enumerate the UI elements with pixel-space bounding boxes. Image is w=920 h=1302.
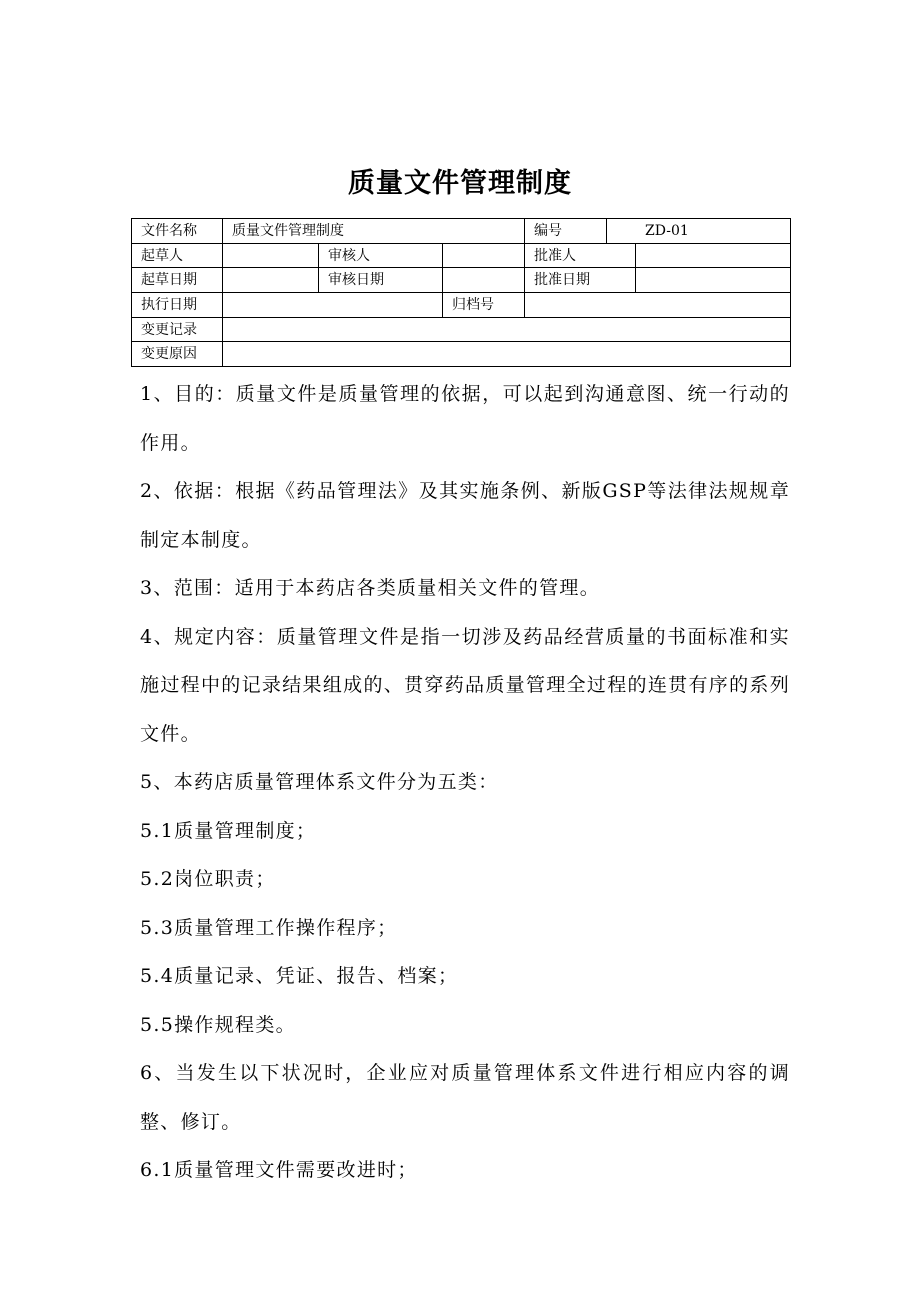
approve-date-value [636, 268, 791, 293]
archive-no-label: 归档号 [443, 293, 525, 318]
reviewer-value [443, 243, 525, 268]
paragraph: 5.1质量管理制度； [140, 819, 317, 842]
paragraph: 6、当发生以下状况时，企业应对质量管理体系文件进行相应内容的调整、修订。 [140, 1062, 790, 1133]
number-label: 编号 [525, 219, 607, 244]
paragraph: 1、目的：质量文件是质量管理的依据，可以起到沟通意图、统一行动的作用。 [140, 383, 790, 454]
paragraph: 4、规定内容：质量管理文件是指一切涉及药品经营质量的书面标准和实施过程中的记录结果组成的、贯穿药品质量管理全过程的连贯有序的系列文件。 [140, 625, 790, 745]
table-row [132, 317, 791, 342]
change-record-label: 变更记录 [132, 317, 223, 342]
paragraph: 2、依据：根据《药品管理法》及其实施条例、新版GSP等法律法规规章制定本制度。 [140, 480, 790, 551]
table-row [132, 293, 791, 318]
paragraph: 5.4质量记录、凭证、报告、档案； [140, 965, 459, 987]
paragraph: 5.2岗位职责； [140, 868, 276, 890]
table-row [132, 243, 791, 268]
effective-date-label: 执行日期 [132, 293, 223, 318]
number-value: ZD-01 [607, 219, 791, 244]
change-record-value [223, 317, 791, 342]
paragraph: 5、本药店质量管理体系文件分为五类： [140, 771, 499, 793]
review-date-label: 审核日期 [319, 268, 443, 293]
archive-no-value [525, 293, 791, 318]
paragraph: 6.1质量管理文件需要改进时； [140, 1159, 418, 1181]
approve-date-label: 批准日期 [525, 268, 636, 293]
effective-date-value [223, 293, 443, 318]
change-reason-label: 变更原因 [132, 342, 223, 367]
document-title: 质量文件管理制度 [348, 168, 572, 199]
change-reason-value [223, 342, 791, 367]
document-header-table [131, 218, 791, 367]
paragraph: 5.3质量管理工作操作程序； [140, 916, 398, 939]
table-row [132, 219, 791, 244]
draft-date-label: 起草日期 [132, 268, 223, 293]
reviewer-label: 审核人 [319, 243, 443, 268]
draft-date-value [223, 268, 319, 293]
document-body [140, 370, 790, 1195]
file-name-label: 文件名称 [132, 219, 223, 244]
review-date-value [443, 268, 525, 293]
drafter-value [223, 243, 319, 268]
paragraph: 5.5操作规程类。 [140, 1013, 296, 1036]
approver-value [636, 243, 791, 268]
table-row [132, 268, 791, 293]
drafter-label: 起草人 [132, 243, 223, 268]
approver-label: 批准人 [525, 243, 636, 268]
paragraph: 3、范围：适用于本药店各类质量相关文件的管理。 [140, 577, 600, 599]
file-name-value: 质量文件管理制度 [223, 219, 525, 244]
table-row [132, 342, 791, 367]
